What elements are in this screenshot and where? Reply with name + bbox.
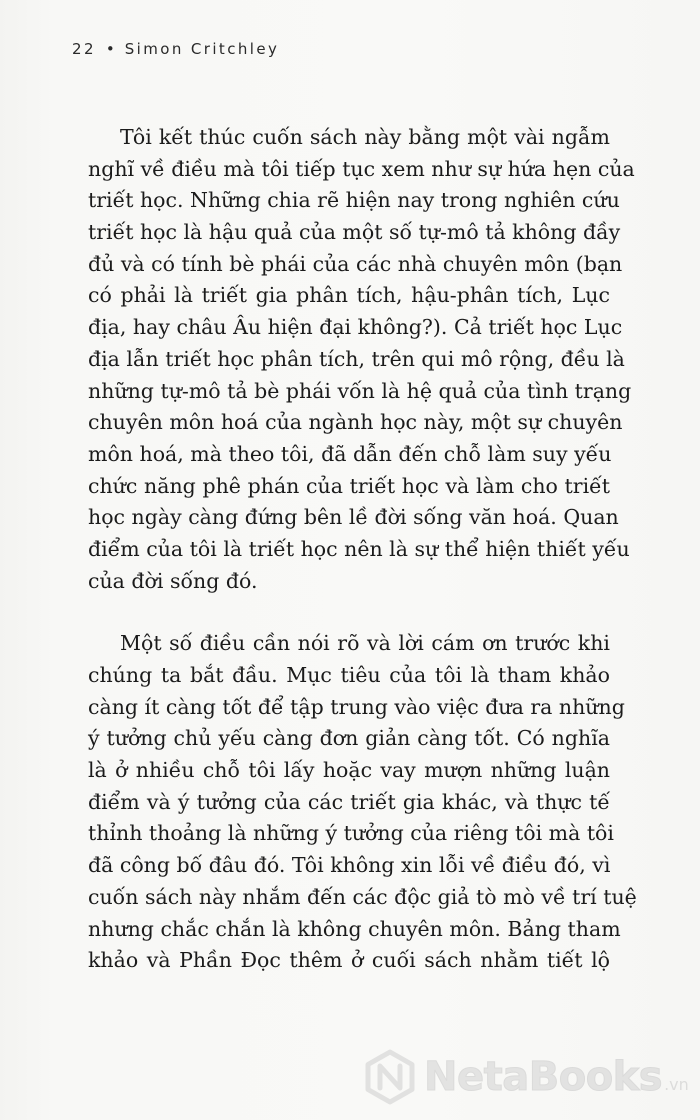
text-line: là ở nhiều chỗ tôi lấy hoặc vay mượn những luận: [88, 758, 610, 783]
text-line: chức năng phê phán của triết học và làm cho triết: [88, 473, 610, 498]
text-line: chuyên môn hoá của ngành học này, một sự chuyên: [88, 410, 623, 435]
text-line: càng ít càng tốt để tập trung vào việc đưa ra những: [88, 694, 625, 719]
text-line: nghĩ về điều mà tôi tiếp tục xem như sự hứa hẹn của: [88, 156, 635, 181]
paragraph-1: [88, 122, 635, 597]
page-number: 22: [72, 40, 96, 58]
text-line: có phải là triết gia phân tích, hậu-phân tích, Lục: [88, 283, 610, 308]
text-line: điểm của tôi là triết học nên là sự thể hiện thiết yếu: [88, 536, 630, 561]
text-line: triết học. Những chia rẽ hiện nay trong nghiên cứu: [88, 188, 620, 213]
author-name: Simon Critchley: [124, 40, 280, 58]
text-line: Tôi kết thúc cuốn sách này bằng một vài ngẫm: [120, 125, 610, 149]
text-line: thỉnh thoảng là những ý tưởng của riêng tôi mà tôi: [88, 821, 614, 846]
text-line: chúng ta bắt đầu. Mục tiêu của tôi là tham khảo: [88, 663, 610, 687]
netabooks-watermark: [362, 1046, 692, 1108]
text-line: Một số điều cần nói rõ và lời cám ơn trước khi: [120, 631, 610, 656]
paragraph-2: [88, 628, 637, 977]
text-line: địa lẫn triết học phân tích, trên qui mô rộng, đều là: [88, 346, 625, 371]
text-line: đủ và có tính bè phái của các nhà chuyên môn (bạn: [88, 251, 623, 276]
header-separator: •: [105, 40, 115, 58]
watermark-brand: NetaBooks: [424, 1054, 663, 1100]
text-line: những tự-mô tả bè phái vốn là hệ quả của tình trạng: [88, 378, 632, 403]
paragraph-gap: [88, 597, 610, 628]
text-line: môn hoá, mà theo tôi, đã dẫn đến chỗ làm suy yếu: [88, 441, 612, 466]
running-head: [72, 40, 279, 58]
text-line: nhưng chắc chắn là không chuyên môn. Bảng tham: [88, 916, 621, 941]
netabooks-hexagon-n-icon: [362, 1049, 418, 1105]
text-line: khảo và Phần Đọc thêm ở cuối sách nhằm tiết lộ: [88, 948, 610, 973]
text-line: của đời sống đó.: [88, 568, 258, 593]
text-line: học ngày càng đứng bên lề đời sống văn hoá. Quan: [88, 505, 619, 530]
text-line: điểm và ý tưởng của các triết gia khác, và thực tế: [88, 789, 610, 814]
text-line: cuốn sách này nhắm đến các độc giả tò mò về trí tuệ: [88, 884, 637, 909]
body-text: [88, 122, 637, 977]
text-line: ý tưởng chủ yếu càng đơn giản càng tốt. Có nghĩa: [88, 726, 610, 751]
text-line: địa, hay châu Âu hiện đại không?). Cả triết học Lục: [88, 315, 623, 340]
watermark-suffix: .vn: [664, 1075, 689, 1094]
text-line: đã công bố đâu đó. Tôi không xin lỗi về điều đó, vì: [88, 853, 611, 878]
text-line: triết học là hậu quả của một số tự-mô tả không đầy: [88, 220, 621, 245]
